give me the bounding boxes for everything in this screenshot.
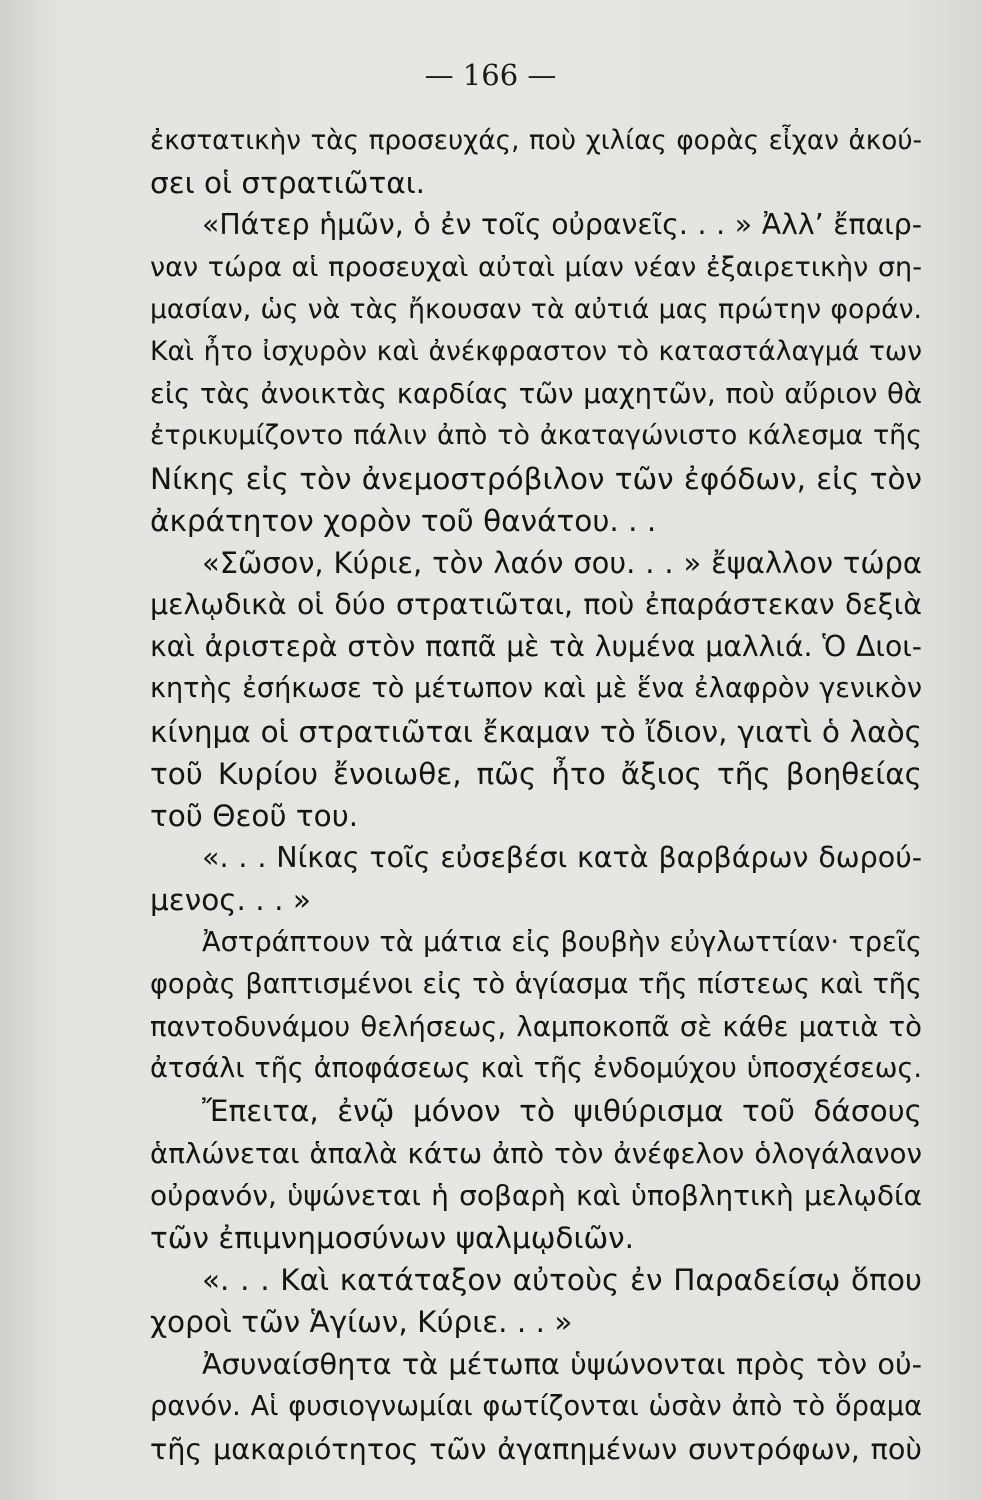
text-line: ἐκστατικὴν τὰς προσευχάς, ποὺ χιλίας φορὰς εἶχαν ἀκού- xyxy=(150,126,922,156)
body-text xyxy=(150,120,922,1470)
page-number: — 166 — xyxy=(424,58,557,92)
text-line: χοροὶ τῶν Ἁγίων, Κύριε. . . » xyxy=(150,1305,573,1340)
text-line: Ἀσυναίσθητα τὰ μέτωπα ὑψώνονται πρὸς τὸν οὐ- xyxy=(202,1347,922,1382)
text-line: «Σῶσον, Κύριε, τὸν λαόν σου. . . » ἔψαλλον τώρα xyxy=(202,545,922,580)
text-line: τοῦ Κυρίου ἔνοιωθε, πῶς ἦτο ἄξιος τῆς βοηθείας xyxy=(150,756,922,791)
text-line: ἁπλώνεται ἁπαλὰ κάτω ἀπὸ τὸν ἀνέφελον ὁλογάλανον xyxy=(150,1136,922,1170)
text-line: Καὶ ἦτο ἰσχυρὸν καὶ ἀνέκφραστον τὸ καταστάλαγμά των xyxy=(150,335,922,367)
text-line: κίνημα οἱ στρατιῶται ἔκαμαν τὸ ἴδιον, γιατὶ ὁ λαὸς xyxy=(150,714,922,749)
text-line: ἀτσάλι τῆς ἀποφάσεως καὶ τῆς ἐνδομύχου ὑποσχέσεως. xyxy=(150,1053,922,1085)
text-line: καὶ ἀριστερὰ στὸν παπᾶ μὲ τὰ λυμένα μαλλιά. Ὁ Διοι- xyxy=(150,630,922,664)
text-line: ἐτρικυμίζοντο πάλιν ἀπὸ τὸ ἀκαταγώνιστο κάλεσμα τῆς xyxy=(150,420,922,452)
text-line: «. . . Νίκας τοῖς εὐσεβέσι κατὰ βαρβάρων δωρού- xyxy=(202,841,922,875)
text-line: παντοδυνάμου θελήσεως, λαμποκοπᾶ σὲ κάθε ματιὰ τὸ xyxy=(150,1010,922,1043)
text-line: ρανόν. Αἱ φυσιογνωμίαι φωτίζονται ὡσὰν ἀπὸ τὸ ὅραμα xyxy=(150,1390,922,1422)
text-line: «. . . Καὶ κατάταξον αὐτοὺς ἐν Παραδείσῳ ὅπου xyxy=(202,1263,922,1298)
text-line: τῆς μακαριότητος τῶν ἀγαπημένων συντρόφων, ποὺ xyxy=(150,1431,922,1466)
text-line: ναν τώρα αἱ προσευχαὶ αὐταὶ μίαν νέαν ἐξαιρετικὴν ση- xyxy=(150,251,922,283)
text-line: εἰς τὰς ἀνοικτὰς καρδίας τῶν μαχητῶν, ποὺ αὔριον θὰ xyxy=(150,378,922,411)
text-line: Ἔπειτα, ἐνῷ μόνον τὸ ψιθύρισμα τοῦ δάσους xyxy=(202,1094,922,1129)
text-line: τοῦ Θεοῦ του. xyxy=(150,799,359,833)
text-line: κητὴς ἐσήκωσε τὸ μέτωπον καὶ μὲ ἕνα ἐλαφρὸν γενικὸν xyxy=(150,673,922,705)
text-line: φορὰς βαπτισμένοι εἰς τὸ ἁγίασμα τῆς πίστεως καὶ τῆς xyxy=(150,968,922,1000)
text-line: μενος. . . » xyxy=(150,883,311,918)
text-line: οὐρανόν, ὑψώνεται ἡ σοβαρὴ καὶ ὑποβλητικὴ μελῳδία xyxy=(150,1178,922,1212)
text-line: σει οἱ στρατιῶται. xyxy=(150,166,426,201)
text-line: μελῳδικὰ οἱ δύο στρατιῶται, ποὺ ἐπαράστεκαν δεξιὰ xyxy=(150,588,922,622)
text-line: Νίκης εἰς τὸν ἀνεμοστρόβιλον τῶν ἐφόδων, εἰς τὸν xyxy=(150,461,922,496)
text-line: ἀκράτητον χορὸν τοῦ θανάτου. . . xyxy=(150,503,657,538)
text-line: τῶν ἐπιμνημοσύνων ψαλμῳδιῶν. xyxy=(150,1220,634,1255)
text-line: Ἀστράπτουν τὰ μάτια εἰς βουβὴν εὐγλωττίαν· τρεῖς xyxy=(202,926,922,958)
text-line: «Πάτερ ἡμῶν, ὁ ἐν τοῖς οὐρανεῖς. . . » Ἀλλ’ ἔπαιρ- xyxy=(202,208,922,242)
text-line: μασίαν, ὡς νὰ τὰς ἤκουσαν τὰ αὐτιά μας πρώτην φοράν. xyxy=(150,293,922,325)
